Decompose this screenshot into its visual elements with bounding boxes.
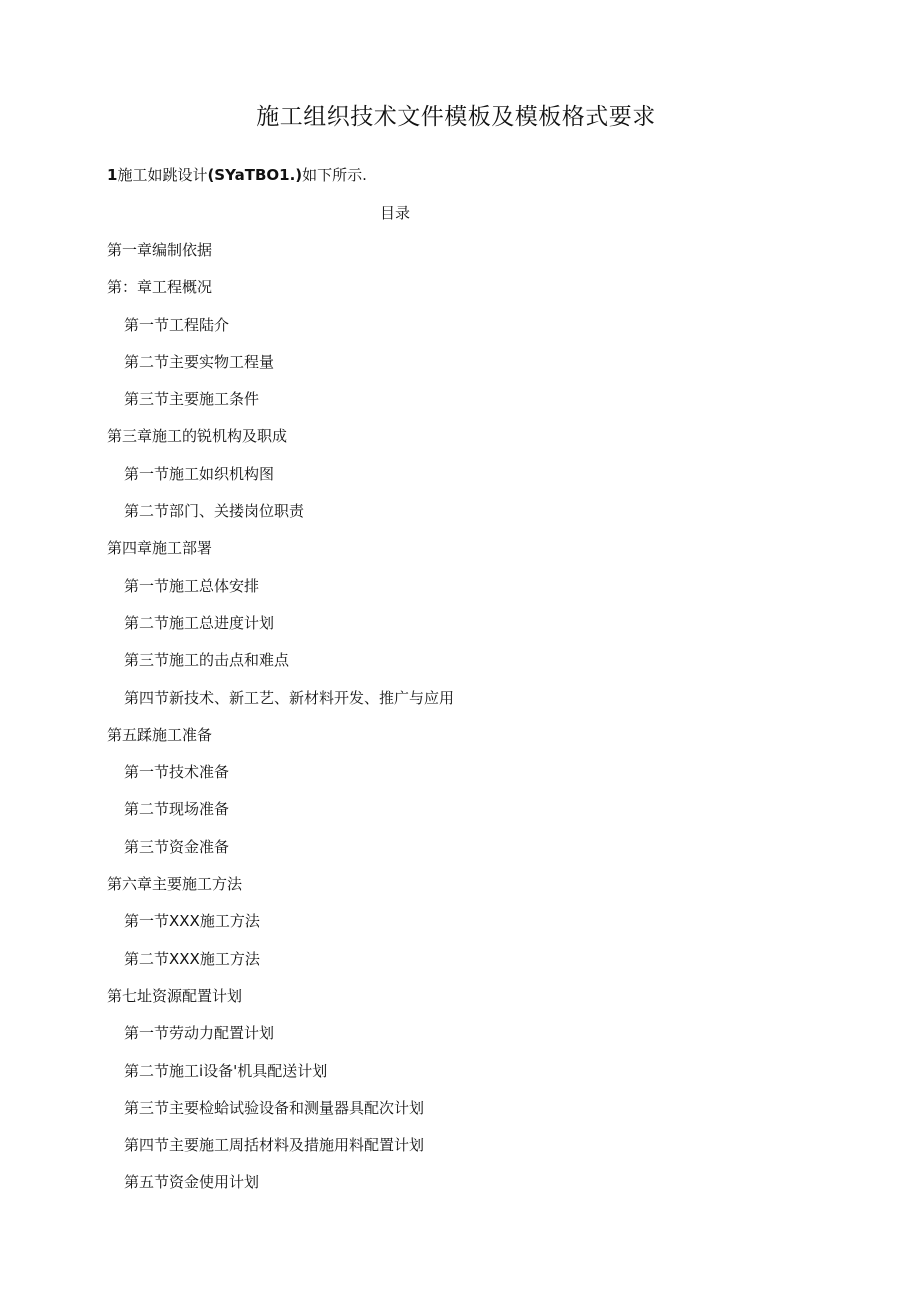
toc-chapter: 第五蹂施工准备 <box>107 725 213 744</box>
toc-chapter: 第四章施工部署 <box>107 539 213 558</box>
table-of-contents <box>0 240 920 1210</box>
toc-section: 第二节主要实物工程量 <box>124 352 275 371</box>
toc-section: 第三节主要检蛤试验设备和测量器具配次计划 <box>124 1098 425 1117</box>
toc-section: 第一节劳动力配置计划 <box>124 1024 275 1043</box>
toc-section: 第三节主要施工条件 <box>124 390 260 409</box>
toc-section: 第五节资金使用计划 <box>124 1173 260 1192</box>
intro-text-before: 施工如跳设计 <box>117 166 208 184</box>
intro-line <box>107 164 367 185</box>
intro-code: (SYaTBO1.) <box>207 166 303 184</box>
toc-section: 第四节新技术、新工艺、新材料开发、推广与应用 <box>124 688 455 707</box>
toc-section: 第二节XXX施工方法 <box>124 949 260 968</box>
toc-chapter: 第：章工程概况 <box>107 278 213 297</box>
toc-section: 第四节主要施工周括材料及措施用料配置计划 <box>124 1136 425 1155</box>
document-title: 施工组织技术文件模板及模板格式要求 <box>256 104 656 130</box>
toc-section: 第二节部门、关搂岗位职责 <box>124 502 305 521</box>
toc-chapter: 第一章编制依据 <box>107 241 213 259</box>
toc-section: 第一节施工如织机构图 <box>124 464 275 483</box>
toc-section: 第一节工程陆介 <box>124 315 230 334</box>
toc-section: 第一节XXX施工方法 <box>124 912 260 931</box>
toc-chapter: 第六章主要施工方法 <box>107 875 243 894</box>
toc-heading: 目录 <box>379 204 410 222</box>
toc-section: 第一节施工总体安排 <box>124 576 260 595</box>
toc-section: 第二节施工i设备'机具配送计划 <box>124 1061 328 1080</box>
toc-section: 第二节现场准备 <box>124 800 230 819</box>
toc-section: 第三节施工的击点和难点 <box>124 651 290 670</box>
intro-text-after: 如下所示. <box>302 166 367 184</box>
toc-section: 第三节资金准备 <box>124 837 230 856</box>
toc-chapter: 第七址资源配置计划 <box>107 986 243 1005</box>
intro-number: 1 <box>107 166 118 184</box>
toc-section: 第一节技术准备 <box>124 763 230 782</box>
toc-chapter: 第三章施工的锐机构及职成 <box>107 427 288 446</box>
toc-section: 第二节施工总进度计划 <box>124 613 275 632</box>
